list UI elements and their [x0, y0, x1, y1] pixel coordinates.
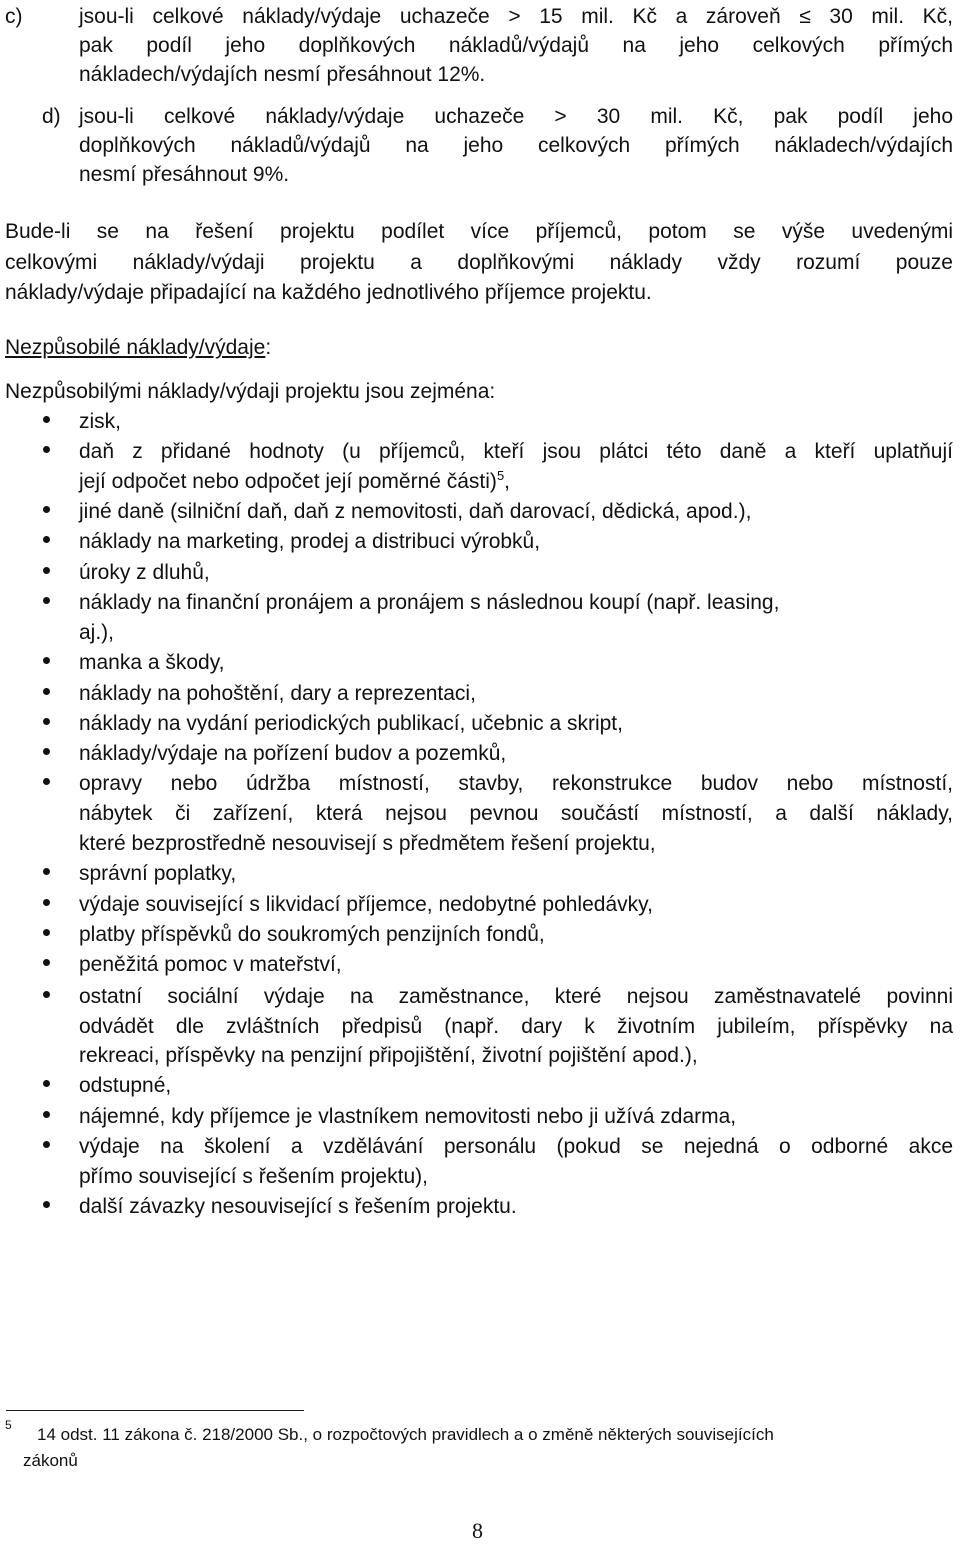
- list-label-c: c): [5, 5, 23, 28]
- bullet-icon: [43, 929, 50, 936]
- bullet-icon: [43, 748, 50, 755]
- list-item: peněžitá pomoc v mateřství,: [79, 953, 342, 976]
- footnote-mark: 5: [5, 1418, 12, 1432]
- bullet-icon: [43, 1080, 50, 1087]
- list-item: správní poplatky,: [79, 862, 237, 885]
- list-intro: Nezpůsobilými náklady/výdaji projektu jsou zejména:: [5, 380, 496, 403]
- bullet-icon: [43, 657, 50, 664]
- list-item-continuation: aj.),: [79, 621, 115, 644]
- footnote-separator: [6, 1410, 304, 1411]
- bullet-icon: [43, 536, 50, 543]
- bullet-icon: [43, 416, 50, 423]
- list-item-d-line: nesmí přesáhnout 9%.: [79, 163, 290, 186]
- list-item-punctuation: ,: [504, 470, 511, 493]
- list-item: náklady na pohoštění, dary a reprezentaci,: [79, 682, 476, 705]
- list-item: úroky z dluhů,: [79, 561, 210, 584]
- list-item: náklady na marketing, prodej a distribuci výrobků,: [79, 530, 541, 553]
- bullet-icon: [43, 567, 50, 574]
- bullet-icon: [43, 1111, 50, 1118]
- bullet-icon: [43, 506, 50, 513]
- page-number: 8: [472, 1518, 483, 1543]
- section-heading-colon: :: [265, 336, 272, 359]
- list-item-continuation: rekreaci, příspěvky na penzijní připojištění, životní pojištění apod.),: [79, 1044, 698, 1067]
- list-label-d: d): [42, 105, 61, 128]
- list-item: zisk,: [79, 410, 121, 433]
- list-item: další závazky nesouvisející s řešením projektu.: [79, 1195, 517, 1218]
- list-item: opravy nebo údržba místností, stavby, rekonstrukce budov nebo místností,: [79, 772, 953, 795]
- list-item: náklady na finanční pronájem a pronájem s následnou koupí (např. leasing,: [79, 591, 780, 614]
- footnote-reference: 5: [496, 468, 505, 483]
- bullet-icon: [43, 868, 50, 875]
- bullet-icon: [43, 778, 50, 785]
- list-item-c-line: jsou-li celkové náklady/výdaje uchazeče > 15 mil. Kč a zároveň ≤ 30 mil. Kč,: [79, 5, 953, 28]
- list-item: daň z přidané hodnoty (u příjemců, kteří jsou plátci této daně a kteří uplatňují: [79, 440, 953, 463]
- list-item-continuation: [79, 468, 511, 493]
- list-item: náklady/výdaje na pořízení budov a pozemků,: [79, 742, 507, 765]
- list-item-continuation: nábytek či zařízení, která nejsou pevnou součástí místností, a další náklady,: [79, 802, 953, 825]
- list-item-d-line: jsou-li celkové náklady/výdaje uchazeče > 30 mil. Kč, pak podíl jeho: [79, 105, 953, 128]
- list-item-continuation: odvádět dle zvláštních předpisů (např. dary k životním jubileím, příspěvky na: [79, 1015, 953, 1038]
- paragraph-line: náklady/výdaje připadající na každého jednotlivého příjemce projektu.: [5, 281, 652, 304]
- bullet-icon: [43, 1201, 50, 1208]
- list-item: výdaje související s likvidací příjemce, nedobytné pohledávky,: [79, 893, 653, 916]
- section-heading: [5, 337, 271, 358]
- list-item-c-line: pak podíl jeho doplňkových nákladů/výdajů na jeho celkových přímých: [79, 34, 953, 57]
- list-item-c-line: nákladech/výdajích nesmí přesáhnout 12%.: [79, 63, 486, 86]
- list-item: odstupné,: [79, 1074, 172, 1097]
- list-item: ostatní sociální výdaje na zaměstnance, které nejsou zaměstnavatelé povinni: [79, 985, 953, 1008]
- bullet-icon: [43, 1141, 50, 1148]
- footnote-line: zákonů: [23, 1451, 78, 1470]
- list-item: výdaje na školení a vzdělávání personálu (pokud se nejedná o odborné akce: [79, 1135, 953, 1158]
- bullet-icon: [43, 959, 50, 966]
- list-item: platby příspěvků do soukromých penzijních fondů,: [79, 923, 545, 946]
- list-item-d-line: doplňkových nákladů/výdajů na jeho celkových přímých nákladech/výdajích: [79, 134, 953, 157]
- paragraph-line: celkovými náklady/výdaji projektu a doplňkovými náklady vždy rozumí pouze: [5, 251, 953, 274]
- bullet-icon: [43, 899, 50, 906]
- paragraph-line: Bude-li se na řešení projektu podílet více příjemců, potom se výše uvedenými: [5, 220, 953, 243]
- bullet-icon: [43, 446, 50, 453]
- list-item: jiné daně (silniční daň, daň z nemovitosti, daň darovací, dědická, apod.),: [79, 500, 752, 523]
- section-heading-text: Nezpůsobilé náklady/výdaje: [5, 336, 266, 359]
- bullet-icon: [43, 718, 50, 725]
- list-item: manka a škody,: [79, 651, 225, 674]
- bullet-icon: [43, 688, 50, 695]
- bullet-icon: [43, 597, 50, 604]
- list-item: nájemné, kdy příjemce je vlastníkem nemovitosti nebo ji užívá zdarma,: [79, 1105, 737, 1128]
- list-item-continuation: které bezprostředně nesouvisejí s předmětem řešení projektu,: [79, 832, 656, 855]
- footnote-line: 14 odst. 11 zákona č. 218/2000 Sb., o rozpočtových pravidlech a o změně některých souvisejících: [37, 1425, 774, 1444]
- list-item-continuation: přímo související s řešením projektu),: [79, 1165, 428, 1188]
- list-item-text: její odpočet nebo odpočet její poměrné části): [79, 470, 497, 493]
- list-item: náklady na vydání periodických publikací, učebnic a skript,: [79, 712, 623, 735]
- bullet-icon: [43, 991, 50, 998]
